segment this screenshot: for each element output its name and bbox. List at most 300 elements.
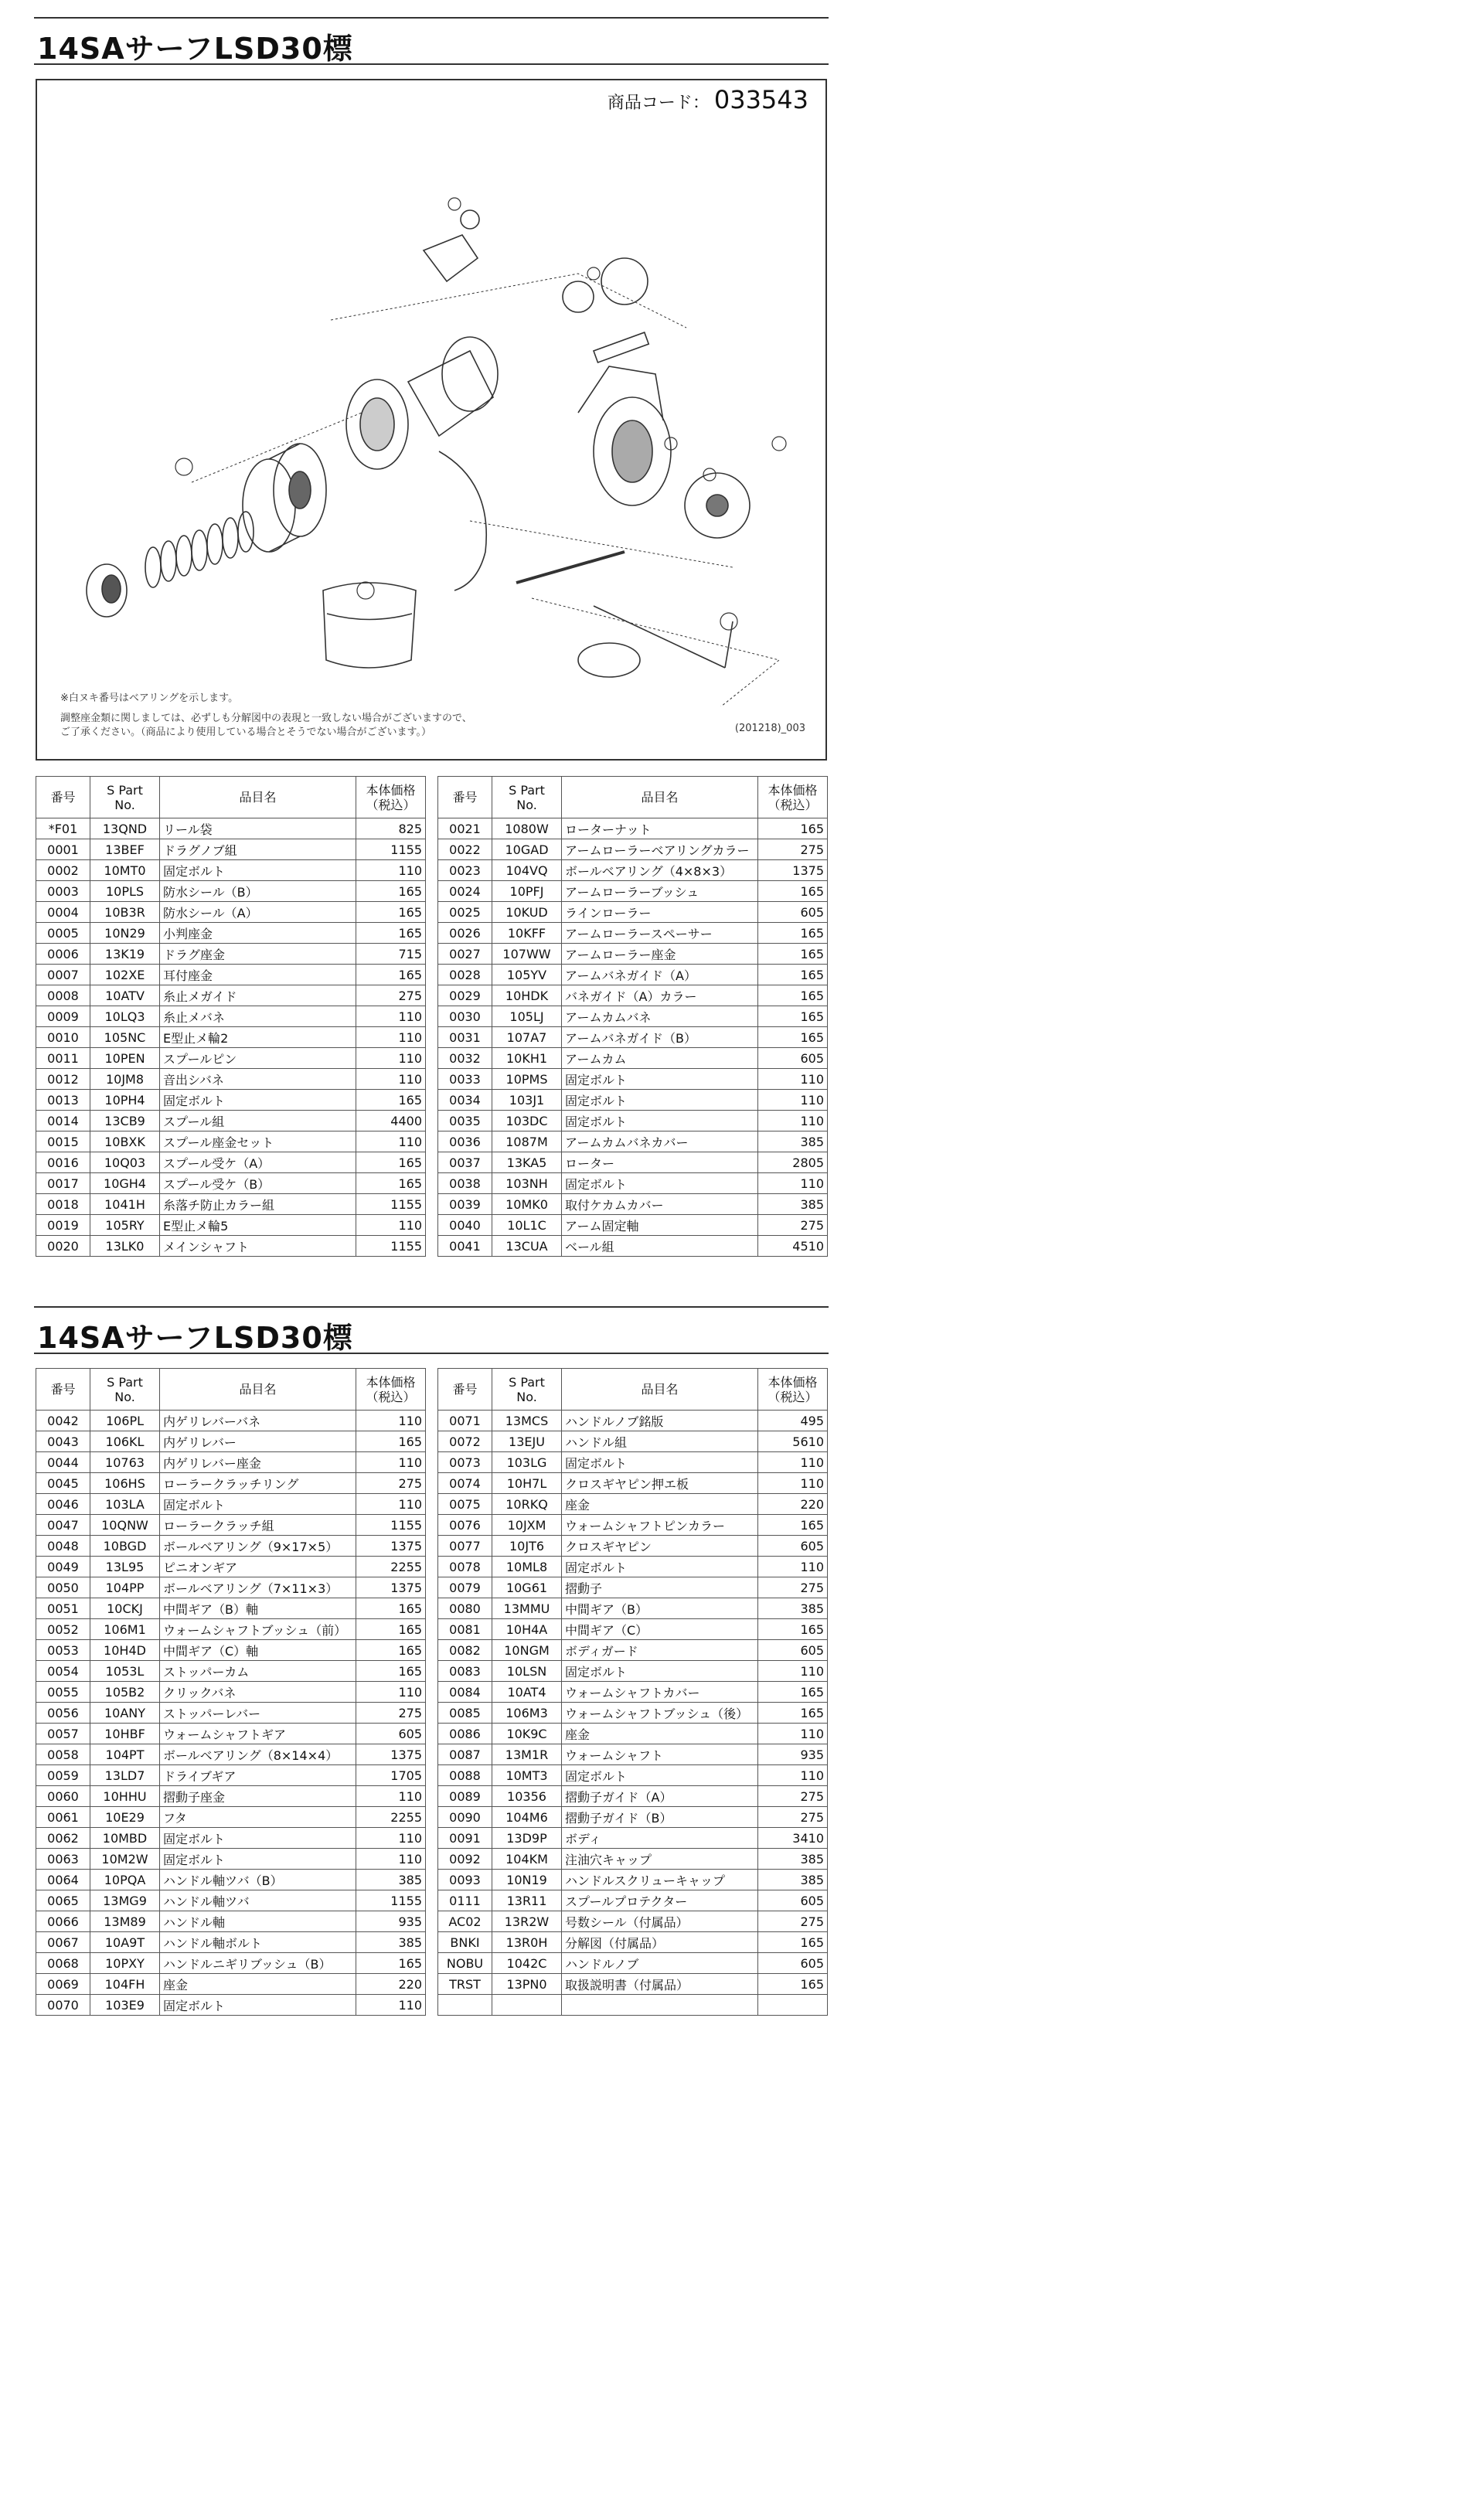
table-row <box>438 1932 828 1953</box>
cell-part-name: アームカム <box>562 1048 758 1069</box>
table-row <box>36 1577 426 1598</box>
cell-sku: 13R11 <box>492 1890 562 1911</box>
table-row <box>438 1236 828 1257</box>
cell-part-number: 0084 <box>438 1682 492 1703</box>
exploded-diagram <box>36 79 827 761</box>
cell-part-name: ハンドル軸ツバ（B） <box>160 1870 356 1890</box>
cell-price: 110 <box>356 1786 426 1807</box>
table-row <box>36 1173 426 1194</box>
cell-sku: 13LD7 <box>90 1765 160 1786</box>
table-row <box>36 1557 426 1577</box>
table-row <box>438 1515 828 1536</box>
cell-price: 165 <box>356 1640 426 1661</box>
cell-price: 165 <box>758 1006 828 1027</box>
cell-sku: 103LG <box>492 1452 562 1473</box>
cell-part-number: 0111 <box>438 1890 492 1911</box>
table-row <box>36 1870 426 1890</box>
cell-price: 110 <box>758 1452 828 1473</box>
cell-price: 165 <box>356 965 426 985</box>
cell-sku: 10PMS <box>492 1069 562 1090</box>
cell-part-name: 内ゲリレバーバネ <box>160 1411 356 1431</box>
cell-price: 385 <box>758 1870 828 1890</box>
table-row <box>438 1598 828 1619</box>
cell-part-name: ボールベアリング（4×8×3） <box>562 860 758 881</box>
cell-part-name: 取付ケカムカバー <box>562 1194 758 1215</box>
cell-part-number: 0003 <box>36 881 90 902</box>
cell-part-number: 0027 <box>438 944 492 965</box>
cell-part-name: 座金 <box>562 1724 758 1744</box>
cell-sku: 10LQ3 <box>90 1006 160 1027</box>
table-row <box>36 1194 426 1215</box>
table-row <box>36 1849 426 1870</box>
table-row <box>438 1048 828 1069</box>
cell-part-number: 0046 <box>36 1494 90 1515</box>
cell-sku: 1041H <box>90 1194 160 1215</box>
cell-part-number: 0066 <box>36 1911 90 1932</box>
cell-price: 165 <box>356 1152 426 1173</box>
cell-price: 165 <box>356 881 426 902</box>
cell-part-number: 0093 <box>438 1870 492 1890</box>
cell-sku: 13MCS <box>492 1411 562 1431</box>
cell-part-name: リール袋 <box>160 818 356 839</box>
cell-part-name: ローラークラッチリング <box>160 1473 356 1494</box>
cell-sku: 10PFJ <box>492 881 562 902</box>
table-row <box>438 1090 828 1111</box>
cell-sku: 103DC <box>492 1111 562 1131</box>
cell-part-number: 0006 <box>36 944 90 965</box>
cell-part-name: 固定ボルト <box>562 1557 758 1577</box>
cell-sku: 104PP <box>90 1577 160 1598</box>
cell-part-number: AC02 <box>438 1911 492 1932</box>
cell-part-name: ボディ <box>562 1828 758 1849</box>
page-title: 14SAサーフLSD30標 <box>37 32 353 66</box>
cell-part-number: 0062 <box>36 1828 90 1849</box>
table-row <box>36 1006 426 1027</box>
cell-part-number: 0079 <box>438 1577 492 1598</box>
cell-sku: 10PEN <box>90 1048 160 1069</box>
cell-sku: 10PXY <box>90 1953 160 1974</box>
cell-part-number: 0032 <box>438 1048 492 1069</box>
cell-sku <box>492 1995 562 2016</box>
cell-sku: 107A7 <box>492 1027 562 1048</box>
cell-part-name: アームバネガイド（B） <box>562 1027 758 1048</box>
cell-price: 165 <box>758 881 828 902</box>
cell-price: 165 <box>356 902 426 923</box>
cell-part-name: E型止メ輪2 <box>160 1027 356 1048</box>
cell-sku: 10QNW <box>90 1515 160 1536</box>
cell-sku: 106M3 <box>492 1703 562 1724</box>
cell-part-number: 0054 <box>36 1661 90 1682</box>
table-row <box>36 923 426 944</box>
cell-sku: 10BXK <box>90 1131 160 1152</box>
cell-part-number: TRST <box>438 1974 492 1995</box>
table-row <box>438 1974 828 1995</box>
cell-part-number: 0037 <box>438 1152 492 1173</box>
table-row <box>36 1974 426 1995</box>
table-row <box>36 881 426 902</box>
cell-part-name: 摺動子ガイド（A） <box>562 1786 758 1807</box>
cell-part-name: 摺動子座金 <box>160 1786 356 1807</box>
table-row <box>438 1194 828 1215</box>
table-row <box>36 1411 426 1431</box>
cell-price: 110 <box>356 1828 426 1849</box>
cell-price: 110 <box>758 1111 828 1131</box>
cell-part-number: 0089 <box>438 1786 492 1807</box>
table-row <box>36 1069 426 1090</box>
cell-part-number: 0005 <box>36 923 90 944</box>
cell-part-number: *F01 <box>36 818 90 839</box>
table-row <box>36 965 426 985</box>
table-row <box>438 1006 828 1027</box>
cell-part-name: スプールピン <box>160 1048 356 1069</box>
table-row <box>438 881 828 902</box>
cell-part-number: 0021 <box>438 818 492 839</box>
cell-part-name <box>562 1995 758 2016</box>
header-name: 品目名 <box>562 1369 758 1411</box>
table-row <box>438 985 828 1006</box>
cell-part-name: ウォームシャフトブッシュ（後） <box>562 1703 758 1724</box>
cell-sku: 1087M <box>492 1131 562 1152</box>
cell-sku: 10B3R <box>90 902 160 923</box>
cell-part-name: ハンドルニギリブッシュ（B） <box>160 1953 356 1974</box>
cell-price: 110 <box>356 1494 426 1515</box>
cell-sku: 10763 <box>90 1452 160 1473</box>
cell-part-name: ストッパーレバー <box>160 1703 356 1724</box>
cell-part-number: 0038 <box>438 1173 492 1194</box>
cell-price: 110 <box>758 1473 828 1494</box>
cell-part-name: クロスギヤピン <box>562 1536 758 1557</box>
cell-part-name: 取扱説明書（付属品） <box>562 1974 758 1995</box>
cell-part-name: バネガイド（A）カラー <box>562 985 758 1006</box>
cell-sku: 13LK0 <box>90 1236 160 1257</box>
table-row <box>36 944 426 965</box>
cell-part-number: 0060 <box>36 1786 90 1807</box>
cell-part-number: 0011 <box>36 1048 90 1069</box>
cell-sku: 10M2W <box>90 1849 160 1870</box>
cell-sku: 10PLS <box>90 881 160 902</box>
cell-part-number: 0067 <box>36 1932 90 1953</box>
cell-part-name: 音出シバネ <box>160 1069 356 1090</box>
cell-price: 165 <box>758 1974 828 1995</box>
table-row <box>438 1152 828 1173</box>
cell-sku: 107WW <box>492 944 562 965</box>
cell-sku: 10356 <box>492 1786 562 1807</box>
cell-price: 385 <box>758 1598 828 1619</box>
table-row <box>36 1494 426 1515</box>
cell-part-number: 0068 <box>36 1953 90 1974</box>
section-title-2 <box>34 1306 829 1354</box>
cell-sku: 10PH4 <box>90 1090 160 1111</box>
cell-sku: 10HBF <box>90 1724 160 1744</box>
table-row <box>36 1090 426 1111</box>
cell-sku: 104KM <box>492 1849 562 1870</box>
cell-price: 165 <box>758 1027 828 1048</box>
cell-price: 165 <box>356 1598 426 1619</box>
cell-sku: 10ATV <box>90 985 160 1006</box>
table-row <box>438 1890 828 1911</box>
cell-part-number: 0026 <box>438 923 492 944</box>
cell-price: 110 <box>356 1452 426 1473</box>
cell-sku: 10RKQ <box>492 1494 562 1515</box>
cell-price: 165 <box>356 1431 426 1452</box>
cell-part-name: 固定ボルト <box>160 1849 356 1870</box>
table-row <box>438 1828 828 1849</box>
cell-part-number: BNKI <box>438 1932 492 1953</box>
table-row <box>36 1911 426 1932</box>
cell-sku: 10H7L <box>492 1473 562 1494</box>
cell-part-name: 内ゲリレバー座金 <box>160 1452 356 1473</box>
cell-part-name: 固定ボルト <box>562 1765 758 1786</box>
cell-part-name: アームカムバネ <box>562 1006 758 1027</box>
cell-sku: 105NC <box>90 1027 160 1048</box>
cell-sku: 104M6 <box>492 1807 562 1828</box>
cell-price: 385 <box>356 1870 426 1890</box>
table-row <box>36 1473 426 1494</box>
cell-part-name: ラインローラー <box>562 902 758 923</box>
cell-price: 385 <box>758 1194 828 1215</box>
cell-sku: 10GH4 <box>90 1173 160 1194</box>
table-row <box>36 1682 426 1703</box>
cell-part-name: ウォームシャフトブッシュ（前） <box>160 1619 356 1640</box>
section-2-title: 14SAサーフLSD30標 <box>37 1321 353 1355</box>
cell-price: 165 <box>758 1932 828 1953</box>
cell-sku: 106M1 <box>90 1619 160 1640</box>
cell-part-number: 0055 <box>36 1682 90 1703</box>
table-row <box>36 1703 426 1724</box>
cell-sku: 10BGD <box>90 1536 160 1557</box>
cell-price: 165 <box>758 965 828 985</box>
cell-part-name: 固定ボルト <box>562 1452 758 1473</box>
cell-price: 165 <box>356 1090 426 1111</box>
cell-part-number: 0083 <box>438 1661 492 1682</box>
cell-price: 110 <box>758 1090 828 1111</box>
cell-sku: 104FH <box>90 1974 160 1995</box>
cell-part-number: 0040 <box>438 1215 492 1236</box>
cell-sku: 13CUA <box>492 1236 562 1257</box>
table-header-row <box>438 777 828 818</box>
cell-part-number: 0045 <box>36 1473 90 1494</box>
cell-price: 385 <box>758 1131 828 1152</box>
cell-price: 1155 <box>356 1236 426 1257</box>
cell-part-number: 0078 <box>438 1557 492 1577</box>
cell-price: 165 <box>356 923 426 944</box>
cell-price: 220 <box>356 1974 426 1995</box>
cell-price: 110 <box>758 1724 828 1744</box>
note-washer-2: ご了承ください。（商品により使用している場合とそうでない場合がございます。） <box>60 727 431 738</box>
cell-part-number: 0082 <box>438 1640 492 1661</box>
cell-part-name: ボディガード <box>562 1640 758 1661</box>
cell-part-number: 0072 <box>438 1431 492 1452</box>
cell-part-name: ハンドルスクリューキャップ <box>562 1870 758 1890</box>
cell-part-number: 0088 <box>438 1765 492 1786</box>
cell-sku: 13QND <box>90 818 160 839</box>
table-row <box>36 1995 426 2016</box>
cell-part-name: 分解図（付属品） <box>562 1932 758 1953</box>
table-row <box>438 1807 828 1828</box>
cell-part-number: 0049 <box>36 1557 90 1577</box>
table-row <box>438 1173 828 1194</box>
table-row <box>438 839 828 860</box>
cell-part-name: ドラグノブ組 <box>160 839 356 860</box>
cell-sku: 10MT3 <box>492 1765 562 1786</box>
cell-sku: 10Q03 <box>90 1152 160 1173</box>
cell-part-name: アームローラー座金 <box>562 944 758 965</box>
cell-part-number: 0053 <box>36 1640 90 1661</box>
cell-part-name: ピニオンギア <box>160 1557 356 1577</box>
table-row <box>36 1765 426 1786</box>
cell-sku: 10NGM <box>492 1640 562 1661</box>
cell-part-number: 0052 <box>36 1619 90 1640</box>
cell-part-number: 0056 <box>36 1703 90 1724</box>
cell-part-number: 0035 <box>438 1111 492 1131</box>
table-row <box>438 818 828 839</box>
cell-price: 385 <box>758 1849 828 1870</box>
cell-price: 275 <box>356 1703 426 1724</box>
table-row <box>438 1494 828 1515</box>
cell-price: 3410 <box>758 1828 828 1849</box>
cell-part-number: 0075 <box>438 1494 492 1515</box>
cell-part-number: 0044 <box>36 1452 90 1473</box>
table-row <box>36 985 426 1006</box>
table-row <box>438 1473 828 1494</box>
cell-part-name: 耳付座金 <box>160 965 356 985</box>
cell-price: 275 <box>356 1473 426 1494</box>
cell-price: 165 <box>758 944 828 965</box>
table-row <box>438 1027 828 1048</box>
table-row <box>36 1619 426 1640</box>
parts-table-2-right <box>437 1368 828 2016</box>
cell-part-name: 防水シール（A） <box>160 902 356 923</box>
cell-part-name: ボールベアリング（8×14×4） <box>160 1744 356 1765</box>
cell-part-number: 0077 <box>438 1536 492 1557</box>
table-row <box>36 1890 426 1911</box>
cell-sku: 10AT4 <box>492 1682 562 1703</box>
cell-price: 605 <box>758 1953 828 1974</box>
cell-price: 165 <box>356 1953 426 1974</box>
cell-part-number: 0018 <box>36 1194 90 1215</box>
table-row <box>438 1557 828 1577</box>
header-price: 本体価格 （税込） <box>758 1369 828 1411</box>
cell-sku: 10L1C <box>492 1215 562 1236</box>
cell-price: 110 <box>758 1557 828 1577</box>
cell-part-name: ハンドル軸 <box>160 1911 356 1932</box>
cell-part-name: フタ <box>160 1807 356 1828</box>
cell-part-name: 固定ボルト <box>562 1111 758 1131</box>
header-part-no: S Part No. <box>90 1369 160 1411</box>
cell-part-number: 0034 <box>438 1090 492 1111</box>
note-bearing: ※白ヌキ番号はベアリングを示します。 <box>60 693 239 704</box>
table-row <box>36 1152 426 1173</box>
cell-part-name: ウォームシャフトピンカラー <box>562 1515 758 1536</box>
header-name: 品目名 <box>160 777 356 818</box>
cell-part-number: 0030 <box>438 1006 492 1027</box>
cell-part-name: ハンドル軸ツバ <box>160 1890 356 1911</box>
cell-price: 1705 <box>356 1765 426 1786</box>
cell-part-name: ローラークラッチ組 <box>160 1515 356 1536</box>
note-washer-1: 調整座金類に関しましては、必ずしも分解図中の表現と一致しない場合がございますので、 <box>60 713 472 724</box>
table-row <box>36 1932 426 1953</box>
cell-sku: 105B2 <box>90 1682 160 1703</box>
cell-price <box>758 1995 828 2016</box>
cell-part-number: 0033 <box>438 1069 492 1090</box>
cell-part-name: 中間ギア（C）軸 <box>160 1640 356 1661</box>
cell-sku: 10JM8 <box>90 1069 160 1090</box>
cell-part-number: 0048 <box>36 1536 90 1557</box>
cell-part-name: クロスギヤピン押エ板 <box>562 1473 758 1494</box>
table-row <box>438 965 828 985</box>
cell-price: 165 <box>758 985 828 1006</box>
cell-part-name: 防水シール（B） <box>160 881 356 902</box>
table-row <box>36 1807 426 1828</box>
table-row <box>438 1744 828 1765</box>
cell-price: 935 <box>758 1744 828 1765</box>
cell-part-number: 0009 <box>36 1006 90 1027</box>
cell-price: 1375 <box>356 1577 426 1598</box>
cell-sku: 10KUD <box>492 902 562 923</box>
table-row <box>438 1849 828 1870</box>
cell-sku: 10H4A <box>492 1619 562 1640</box>
cell-part-name: 糸止メガイド <box>160 985 356 1006</box>
cell-part-number: 0020 <box>36 1236 90 1257</box>
cell-price: 495 <box>758 1411 828 1431</box>
cell-price: 2255 <box>356 1807 426 1828</box>
product-code-label: 商品コード： <box>607 94 710 113</box>
cell-price: 275 <box>758 1911 828 1932</box>
cell-price: 275 <box>758 1215 828 1236</box>
cell-sku: 106HS <box>90 1473 160 1494</box>
table-row <box>438 1536 828 1557</box>
table-row <box>36 1515 426 1536</box>
cell-sku: 13D9P <box>492 1828 562 1849</box>
cell-sku: 10A9T <box>90 1932 160 1953</box>
table-row <box>36 839 426 860</box>
table-row <box>36 1131 426 1152</box>
cell-part-name: 固定ボルト <box>562 1090 758 1111</box>
cell-part-name: ローターナット <box>562 818 758 839</box>
cell-part-number: 0012 <box>36 1069 90 1090</box>
cell-sku: 13BEF <box>90 839 160 860</box>
cell-part-number: 0069 <box>36 1974 90 1995</box>
drive-gear-illustration <box>685 473 750 538</box>
cell-price: 110 <box>356 1048 426 1069</box>
cell-sku: 13M89 <box>90 1911 160 1932</box>
cell-price: 1155 <box>356 1890 426 1911</box>
cell-sku: 103J1 <box>492 1090 562 1111</box>
cell-part-number: 0061 <box>36 1807 90 1828</box>
spool-illustration <box>243 444 326 552</box>
cell-part-name: アームカムバネカバー <box>562 1131 758 1152</box>
cell-price: 110 <box>356 1682 426 1703</box>
cell-part-name: スプール座金セット <box>160 1131 356 1152</box>
table-row <box>36 860 426 881</box>
cell-sku: 13MMU <box>492 1598 562 1619</box>
cell-price: 110 <box>758 1173 828 1194</box>
cell-part-number <box>438 1995 492 2016</box>
table-row <box>36 1236 426 1257</box>
table-row <box>36 1452 426 1473</box>
cell-part-number: 0007 <box>36 965 90 985</box>
table-row <box>438 1911 828 1932</box>
cell-sku: 10N29 <box>90 923 160 944</box>
table-row <box>36 1828 426 1849</box>
cell-part-number: 0019 <box>36 1215 90 1236</box>
cell-part-name: 固定ボルト <box>160 1494 356 1515</box>
reel-exploded-illustration <box>37 119 825 706</box>
cell-sku: 10KH1 <box>492 1048 562 1069</box>
table-row <box>438 1870 828 1890</box>
cell-part-name: スプールプロテクター <box>562 1890 758 1911</box>
cell-price: 385 <box>356 1932 426 1953</box>
